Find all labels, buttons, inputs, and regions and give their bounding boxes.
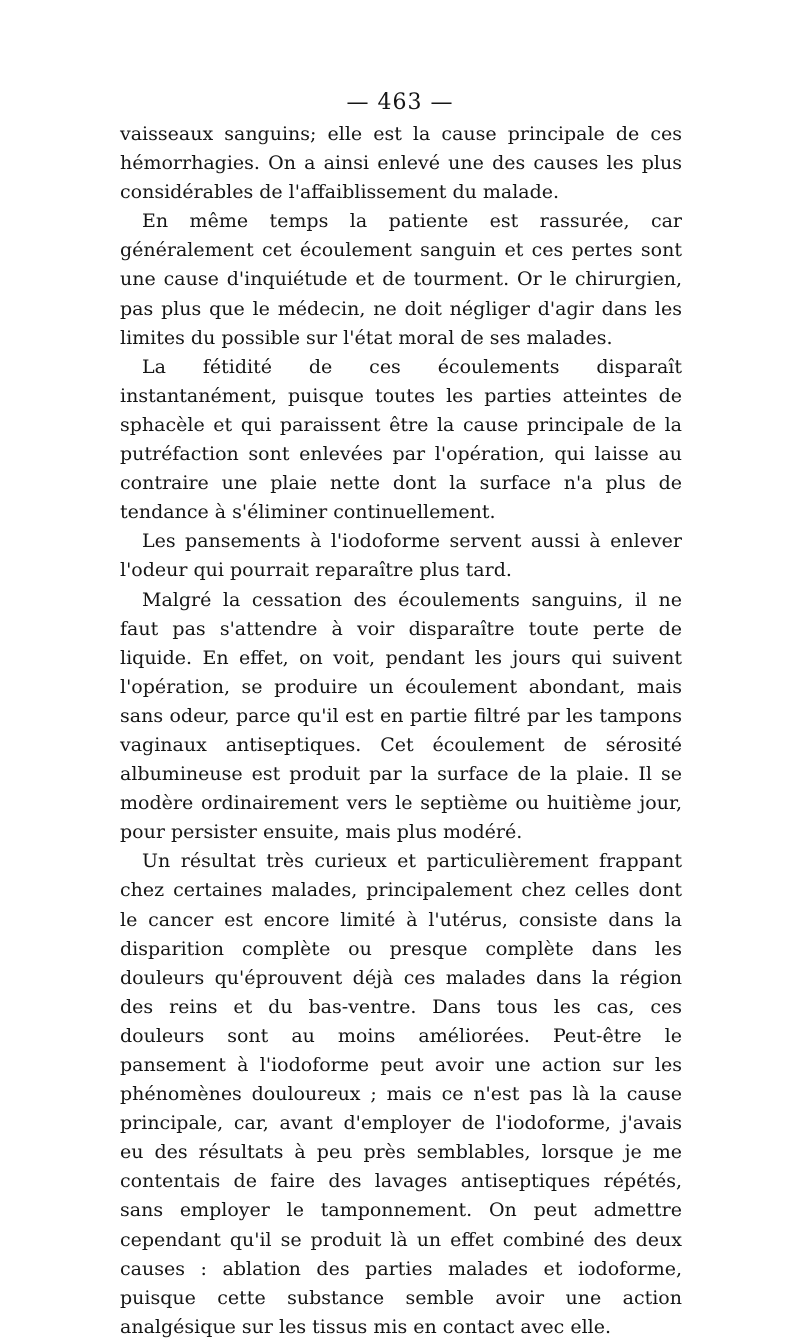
- paragraph-4: Les pansements à l'iodoforme servent aussi à enlever l'odeur qui pourrait reparaître plus tard.: [120, 530, 682, 582]
- paragraph-2: En même temps la patiente est rassurée, car généralement cet écoulement sanguin et ces pertes sont une cause d'inquiétude et de tourment. Or le chirurgien, pas plus que le médecin, ne doit négliger d'agir dans les limites du possible sur l'état moral de ses malades.: [120, 210, 682, 349]
- paragraph-6: Un résultat très curieux et particulièrement frappant chez certaines malades, principalement chez celles dont le cancer est encore limité à l'utérus, consiste dans la disparition complète ou presque complète dans les douleurs qu'éprouvent déjà ces malades dans la région des reins et du bas-ventre. Dans tous les cas, ces douleurs sont au moins améliorées. Peut-être le pansement à l'iodoforme peut avoir une action sur les phénomènes douloureux ; mais ce n'est pas là la cause principale, car, avant d'employer de l'iodoforme, j'avais eu des résultats à peu près semblables, lorsque je me contentais de faire des lavages antiseptiques répétés, sans employer le tamponnement. On peut admettre cependant qu'il se produit là un effet combiné des deux causes : ablation des parties malades et iodoforme, puisque cette substance semble avoir une action analgésique sur les tissus mis en contact avec elle.: [120, 850, 682, 1338]
- paragraph-1: vaisseaux sanguins; elle est la cause principale de ces hémorrhagies. On a ainsi enlevé une des causes les plus considérables de l'affaiblissement du malade.: [120, 123, 682, 204]
- body-text: [120, 120, 682, 1342]
- page-number: — 463 —: [346, 90, 454, 115]
- paragraph-5: Malgré la cessation des écoulements sanguins, il ne faut pas s'attendre à voir disparaître toute perte de liquide. En effet, on voit, pendant les jours qui suivent l'opération, se produire un écoulement abondant, mais sans odeur, parce qu'il est en partie filtré par les tampons vaginaux antiseptiques. Cet écoulement de sérosité albumineuse est produit par la surface de la plaie. Il se modère ordinairement vers le septième ou huitième jour, pour persister ensuite, mais plus modéré.: [120, 588, 682, 844]
- paragraph-3: La fétidité de ces écoulements disparaît instantanément, puisque toutes les parties atteintes de sphacèle et qui paraissent être la cause principale de la putréfaction sont enlevées par l'opération, qui laisse au contraire une plaie nette dont la surface n'a plus de tendance à s'éliminer continuellement.: [120, 355, 682, 524]
